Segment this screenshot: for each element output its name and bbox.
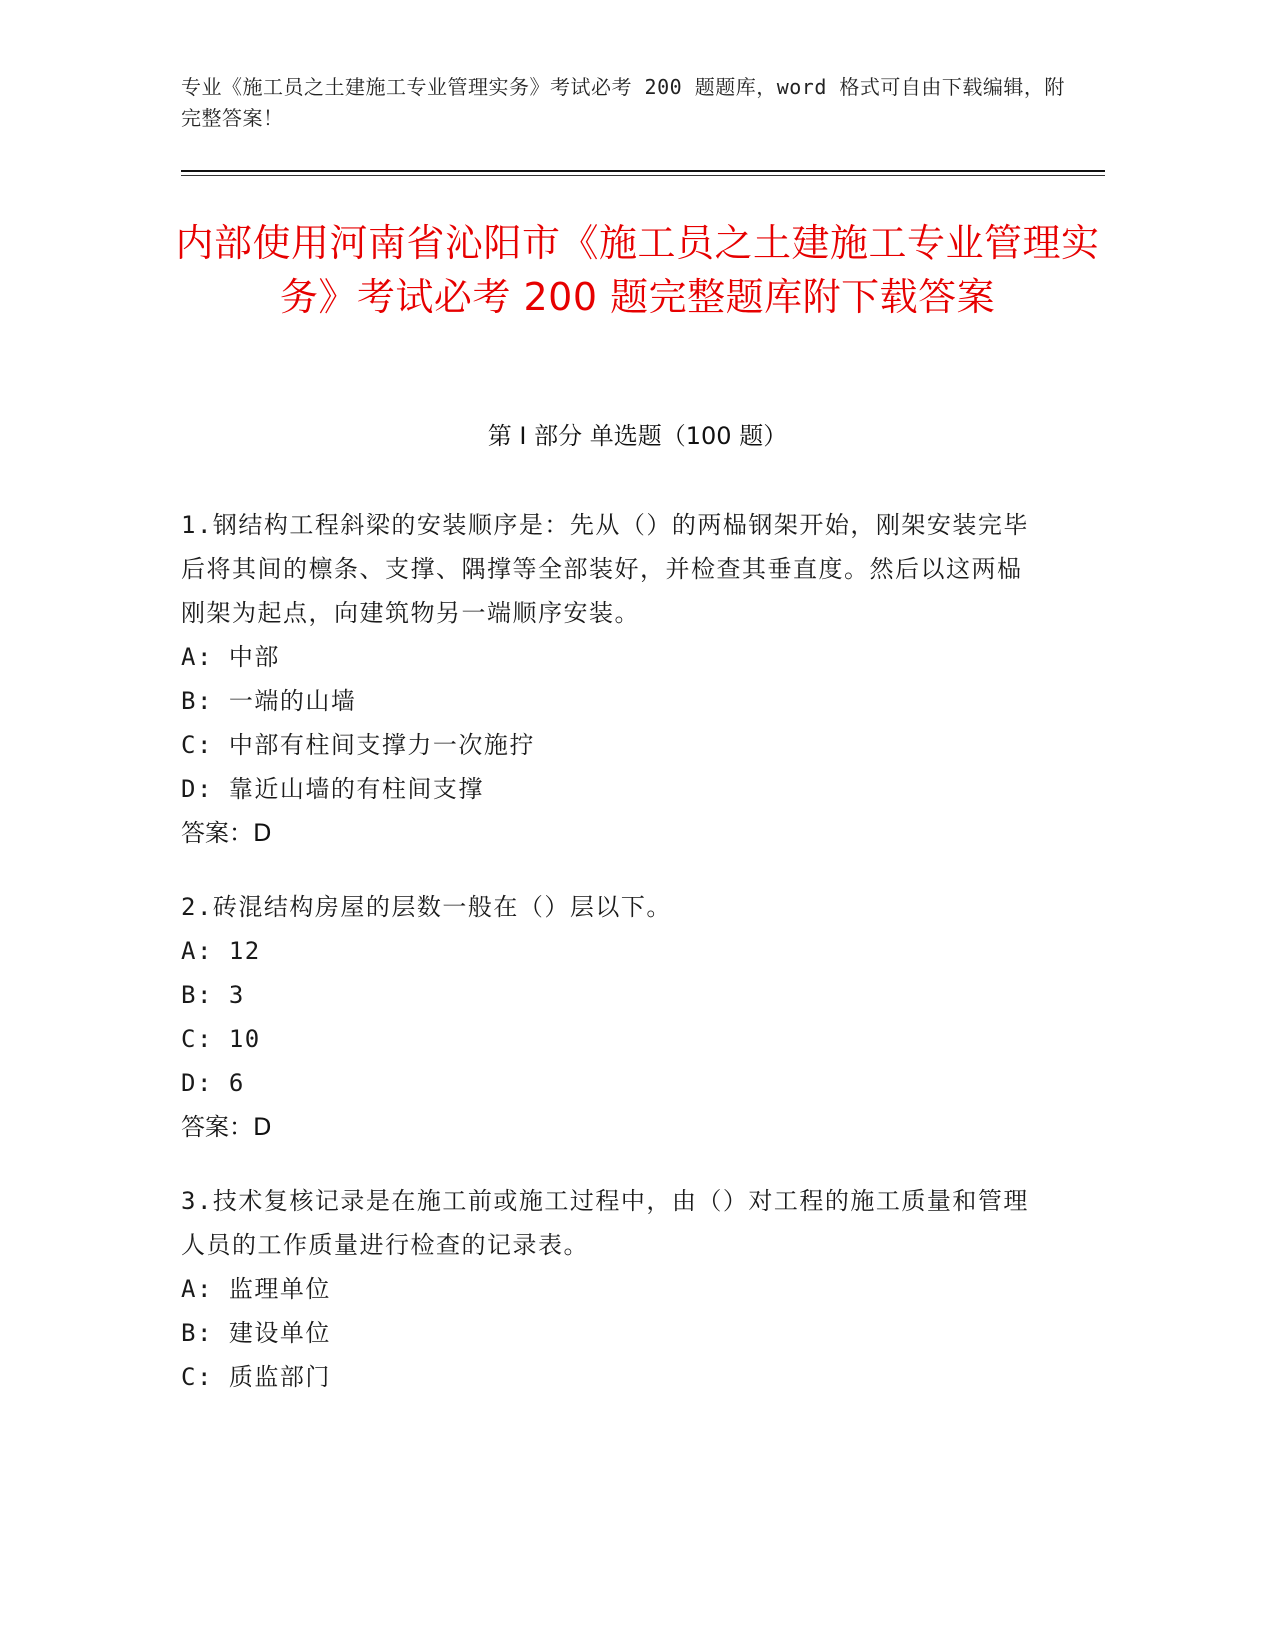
header-divider-thick [181,170,1105,172]
section-heading: 第 I 部分 单选题（100 题） [487,422,788,450]
question-stem: 1.钢结构工程斜梁的安装顺序是：先从（）的两榀钢架开始，刚架安装完毕后将其间的檩条、支撑、隅撑等全部装好，并检查其垂直度。然后以这两榀刚架为起点，向建筑物另一端顺序安装。 [181,511,1029,627]
option-b: B: 3 [181,981,245,1009]
header-divider-thin [181,175,1105,176]
question-stem: 2.砖混结构房屋的层数一般在（）层以下。 [181,893,672,921]
option-a: A: 中部 [181,643,280,671]
option-c: C: 中部有柱间支撑力一次施拧 [181,731,535,759]
question-list [181,503,1031,1429]
answer: 答案：D [181,1113,272,1141]
answer: 答案：D [181,819,272,847]
option-d: D: 6 [181,1069,245,1097]
question-stem: 3.技术复核记录是在施工前或施工过程中，由（）对工程的施工质量和管理人员的工作质量进行检查的记录表。 [181,1187,1029,1259]
option-a: A: 12 [181,937,261,965]
option-a: A: 监理单位 [181,1275,331,1303]
document-title: 内部使用河南省沁阳市《施工员之土建施工专业管理实务》考试必考 200 题完整题库附下载答案 [175,221,1100,319]
option-c: C: 质监部门 [181,1363,331,1391]
header-note: 专业《施工员之土建施工专业管理实务》考试必考 200 题题库，word 格式可自由下载编辑，附完整答案！ [181,75,1065,130]
option-b: B: 一端的山墙 [181,687,357,715]
option-c: C: 10 [181,1025,261,1053]
option-d: D: 靠近山墙的有柱间支撑 [181,775,484,803]
question-2 [181,885,1031,1149]
question-3 [181,1179,1031,1399]
option-b: B: 建设单位 [181,1319,331,1347]
question-1 [181,503,1031,855]
